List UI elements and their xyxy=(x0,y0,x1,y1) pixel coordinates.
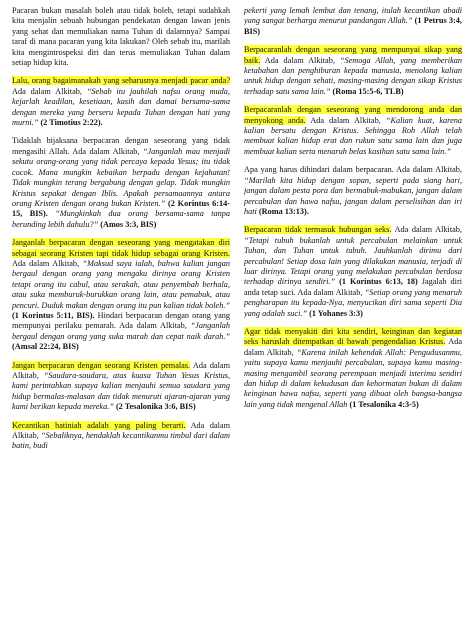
highlighted-heading: Janganlah berpacaran dengan seseorang yang mengatakan diri sebagai seorang Kristen tapi tidak hidup sebagai orang Kristen. xyxy=(12,238,230,258)
bible-reference: (2 Timotius 2:22). xyxy=(38,118,103,128)
bible-quote: pekerti yang lemah lembut dan tenang, itulah kecantikan abadi yang sangat berharga menurut pandangan Allah.” xyxy=(244,6,462,26)
paragraph-unbeliever xyxy=(12,136,230,230)
lead-text: Ada dalam Alkitab, xyxy=(260,55,340,65)
lead-text: Ada dalam Alkitab, xyxy=(12,360,230,380)
lead-text: Ada dalam Alkitab, xyxy=(305,115,386,125)
highlighted-heading: Berpacaran tidak termasuk hubungan seks. xyxy=(244,225,392,235)
intro-paragraph xyxy=(12,6,230,68)
paragraph-lazy-christian xyxy=(12,361,230,413)
bible-reference: (1 Korintus 5:11, BIS). xyxy=(12,310,95,320)
bible-quote: “Sebaliknya, hendaklah kecantikanmu timbul dari dalam batin, budi xyxy=(12,431,230,451)
bible-quote: “Janganlah mau menjadi sekutu orang-orang yang tidak percaya kepada Yesus; itu tidak cocok. Mana mungkin kebaikan berpadu dengan kejahatan! Tidak mungkin terang bergabung dengan gelap. Tidak mungkin Kristus sepakat dengan Iblis. Apakah persamaannya antara orang Kristen dengan orang bukan Kristen.” xyxy=(12,146,230,208)
bible-reference: (Amos 3:3, BIS) xyxy=(98,219,157,229)
highlighted-heading: Berpacaranlah dengan seseorang yang mempunyai sikap yang baik. xyxy=(244,45,462,65)
lead-text: Apa yang harus dihindari dalam berpacaran. Ada dalam Alkitab, xyxy=(244,165,462,175)
lead-text: Ada dalam Alkitab, xyxy=(12,258,83,268)
bible-quote: “Marilah kita hidup dengan sopan, seperti pada siang hari, jangan dalam pesta pora dan bermabuk-mabukan, jangan dalam percabulan dan hawa nafsu, jangan dalam perselisihan dan iri hati xyxy=(244,175,462,216)
left-column xyxy=(12,6,230,632)
bible-reference: (1 Petrus 3:4, BIS) xyxy=(244,16,462,36)
highlighted-heading: Agar tidak menyakiti diri kita sendiri, keinginan dan kegiatan seks haruslah ditempatkan di bawah pengendalian Kristus. xyxy=(244,326,462,347)
highlighted-heading: Lalu, orang bagaimanakah yang seharusnya menjadi pacar anda? xyxy=(12,76,230,86)
bible-quote: “Janganlah bergaul dengan orang yang suka marah dan cepat naik darah.” xyxy=(12,321,230,341)
highlighted-heading: Jangan berpacaran dengan seorang Kristen pemalas. xyxy=(12,360,191,370)
bible-quote: “Maksud saya ialah, bahwa kalian jangan bergaul dengan orang yang mengaku dirinya orang Kristen tetapi orang itu cabul, atau serakah, atau penyembah berhala, atau suka memburuk-burukkan orang lain, atau pemabuk, atau pencuri. Duduk makan dengan orang itu pun kalian tidak boleh.” xyxy=(12,258,230,310)
highlighted-heading: Kecantikan batiniah adalah yang paling berarti. xyxy=(12,420,186,430)
bible-quote: “Tetapi tubuh bukanlah untuk percabulan melainkan untuk Tuhan, dan Tuhan untuk tubuh. Jauhkanlah dirimu dari percabulan! Setiap dosa lain yang dilakukan manusia, terjadi di luar dirinya. Tetapi orang yang melakukan percabulan berdosa terhadap dirinya sendiri.” xyxy=(244,235,462,287)
paragraph-no-sex xyxy=(244,225,462,319)
bible-quote: “Setiap orang yang menaruh pengharapan itu kepada-Nya, menyucikan diri sama seperti Dia yang adalah suci.” xyxy=(244,287,462,318)
lead-text: Tidaklah bijaksana berpacaran dengan seseorang yang tidak mengasihi Allah. Ada dalam Alkitab, xyxy=(12,136,230,156)
bible-quote: “Saudara-saudara, atas kuasa Tuhan Yesus Kristus, kami perintahkan supaya kalian menjauhi semua saudara yang hidup bermalas-malasan dan tidak menuruti ajaran-ajaran yang kami berikan kepada mereka.” xyxy=(12,371,230,412)
lead-text: Ada dalam Alkitab, xyxy=(12,86,87,96)
body-text: Hindari berpacaran dengan orang yang mempunyai perilaku pemarah. Ada dalam Alkitab, xyxy=(12,310,230,331)
bible-reference: (1 Yohanes 3:3) xyxy=(307,308,363,318)
lead-text: Ada dalam Alkitab, xyxy=(12,420,230,441)
bible-reference: (2 Korintus 6:14-15, BIS). xyxy=(12,198,230,219)
bible-reference: (2 Tesalonika 3:6, BIS) xyxy=(113,402,196,412)
bible-reference: (Amsal 22:24, BIS) xyxy=(12,342,79,352)
lead-text: Ada dalam Alkitab, xyxy=(244,337,462,357)
paragraph-inner-beauty xyxy=(12,421,230,452)
paragraph-things-to-avoid xyxy=(244,165,462,217)
paragraph-encouraging-partner xyxy=(244,105,462,157)
paragraph-nominal-christian xyxy=(12,238,230,352)
right-column xyxy=(244,6,462,632)
bible-quote: “Sebab itu jauhilah nafsu orang muda, kejarlah keadilan, kesetiaan, kasih dan damai bersama-sama dengan mereka yang berseru kepada Tuhan dengan hati yang murni.” xyxy=(12,86,230,128)
paragraph-self-control xyxy=(244,327,462,410)
paragraph-good-attitude xyxy=(244,45,462,97)
bible-reference: (Roma 13:13). xyxy=(256,206,309,216)
highlighted-heading: Berpacaranlah dengan seseorang yang mendorong anda dan menyokong anda. xyxy=(244,105,462,125)
body-text: Jagalah diri anda tetap suci. Ada dalam Alkitab, xyxy=(244,277,462,297)
paragraph-ideal-partner xyxy=(12,76,230,128)
intro-text: Pacaran bukan masalah boleh atau tidak boleh, tetapi sudahkah kita menjalin sebuah hubungan pendekatan dengan lawan jenis yang sehat dan memuliakan nama Tuhan di dalamnya? Sampai taraf di mana pacaran yang kita lakukan? Oleh sebab itu, marilah kita mengintrospeksi diri dan terus memuliakan Tuhan dalam setiap hidup kita. xyxy=(12,6,230,68)
bible-reference: (1 Tesalonika 4:3-5) xyxy=(347,399,419,409)
paragraph-continued-quote xyxy=(244,6,462,37)
lead-text: Ada dalam Alkitab, xyxy=(391,225,462,235)
bible-quote: “Mungkinkah dua orang bersama-sama tanpa berunding lebih dahulu?” xyxy=(12,209,230,229)
bible-reference: (Roma 15:5-6, TLB) xyxy=(330,86,404,96)
bible-quote: “Karena inilah kehendak Allah: Pengudusanmu, yaitu supaya kamu menjauhi percabulan, supaya kamu masing-masing mengambil seorang perempuan menjadi isterimu sendiri dan hidup di dalam kekudusan dan kehormatan bukan di dalam keinginan hawa nafsu, seperti yang dibuat oleh bangsa-bangsa lain yang tidak mengenal Allah xyxy=(244,347,462,409)
bible-reference: (1 Korintus 6:13, 18) xyxy=(335,277,418,287)
bible-quote: “Kalian kuat, karena kalian bersatu dengan Kristus. Sehingga Roh Allah telah membuat kalian hidup erat dan rukun satu sama lain dan juga membuat kalian serta menaruh belas kasihan satu sama lain.” xyxy=(244,115,462,156)
bible-quote: “Semoga Allah, yang memberikan ketabahan dan penghiburan kepada manusia, menolong kalian untuk hidup dengan sehati, masing-masing dengan sikap Kristus terhadap satu sama lain.” xyxy=(244,55,462,96)
